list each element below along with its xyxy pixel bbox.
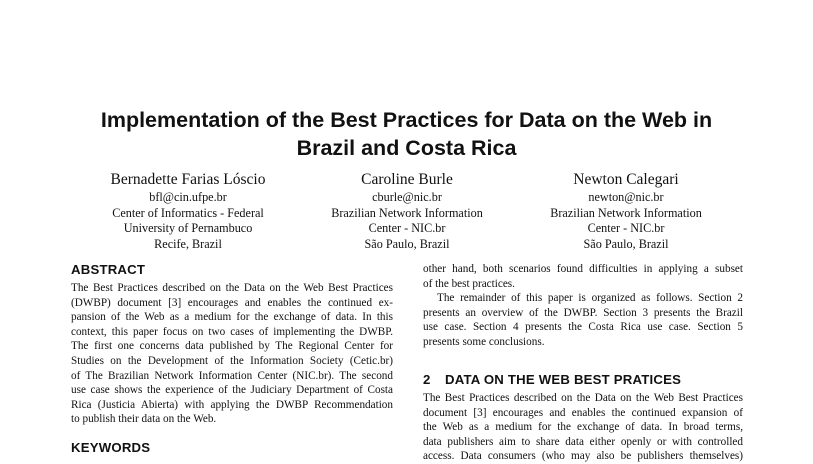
author-affiliation: Brazilian Network Information: [550, 205, 702, 220]
keywords-heading: KEYWORDS: [71, 440, 151, 455]
right-column-text: [423, 262, 743, 350]
abstract-line: The first one concerns data published by The Regional Center for: [71, 340, 393, 353]
abstract-line: of The Brazilian Network Information Center (NIC.br). The second: [71, 369, 393, 382]
body-line: document [3] encourages and enables the continued expansion of: [423, 406, 743, 419]
abstract-line: Studies on the Development of the Information Society (Cetic.br): [71, 354, 393, 367]
body-line: data publishers aim to share data either openly or with controlled: [423, 435, 743, 448]
author-affiliation: University of Pernambuco: [123, 221, 253, 235]
author-location: Recife, Brazil: [154, 236, 222, 251]
section-2-heading: [423, 372, 681, 388]
author-email: newton@nic.br: [588, 190, 664, 204]
abstract-line: context, this paper focus on two cases of implementing the DWBP.: [71, 325, 393, 338]
body-line: of the best practices.: [423, 277, 515, 290]
abstract-line: to publish their data on the Web.: [71, 413, 217, 426]
body-line: access. Data consumers (who may also be publishers themselves): [423, 450, 743, 463]
body-line: presents an overview of the DWBP. Section 3 presents the Brazil: [423, 306, 743, 319]
author-affiliation: Center of Informatics - Federal: [112, 205, 264, 220]
author-affiliation: Center - NIC.br: [368, 221, 446, 235]
abstract-line: pansion of the Web as a medium for the exchange of data. In this: [71, 311, 393, 324]
author-email: bfl@cin.ufpe.br: [149, 190, 227, 204]
section-number: 2: [423, 372, 431, 387]
author-location: São Paulo, Brazil: [583, 236, 669, 251]
abstract-line: Rica (Justicia Abierta) with applying the DWBP Recommendation: [71, 398, 393, 411]
abstract-heading: ABSTRACT: [71, 262, 146, 277]
abstract-line: (DWBP) document [3] encourages and enables the continued ex-: [71, 296, 393, 309]
author-name: Newton Calegari: [573, 171, 679, 188]
author-affiliation: Brazilian Network Information: [331, 205, 483, 220]
author-affiliation: Center - NIC.br: [587, 221, 665, 235]
body-line: The Best Practices described on the Data on the Web Best Practices: [423, 392, 743, 404]
author-email: cburle@nic.br: [372, 190, 442, 204]
author-location: São Paulo, Brazil: [364, 236, 450, 251]
author-block: [496, 170, 756, 252]
title-line: Brazil and Costa Rica: [296, 136, 517, 160]
paper-title: [40, 106, 773, 162]
body-line: use case. Section 4 presents the Costa Rica use case. Section 5: [423, 321, 743, 334]
body-line: The remainder of this paper is organized as follows. Section 2: [437, 292, 743, 305]
body-line: presents some conclusions.: [423, 335, 545, 348]
section-2-body: [423, 391, 743, 464]
abstract-body: [71, 281, 393, 427]
author-name: Bernadette Farias Lóscio: [110, 171, 266, 188]
abstract-line: The Best Practices described on the Data on the Web Best Practices: [71, 282, 393, 294]
author-name: Caroline Burle: [361, 171, 453, 188]
title-line: Implementation of the Best Practices for Data on the Web in: [100, 108, 713, 132]
section-title: DATA ON THE WEB BEST PRATICES: [445, 372, 682, 387]
abstract-line: use case shows the experience of the Judiciary Department of Costa: [71, 384, 393, 397]
body-line: other hand, both scenarios found difficulties in applying a subset: [423, 263, 743, 275]
body-line: the Web as a medium for the exchange of data. In broad terms,: [423, 421, 743, 434]
